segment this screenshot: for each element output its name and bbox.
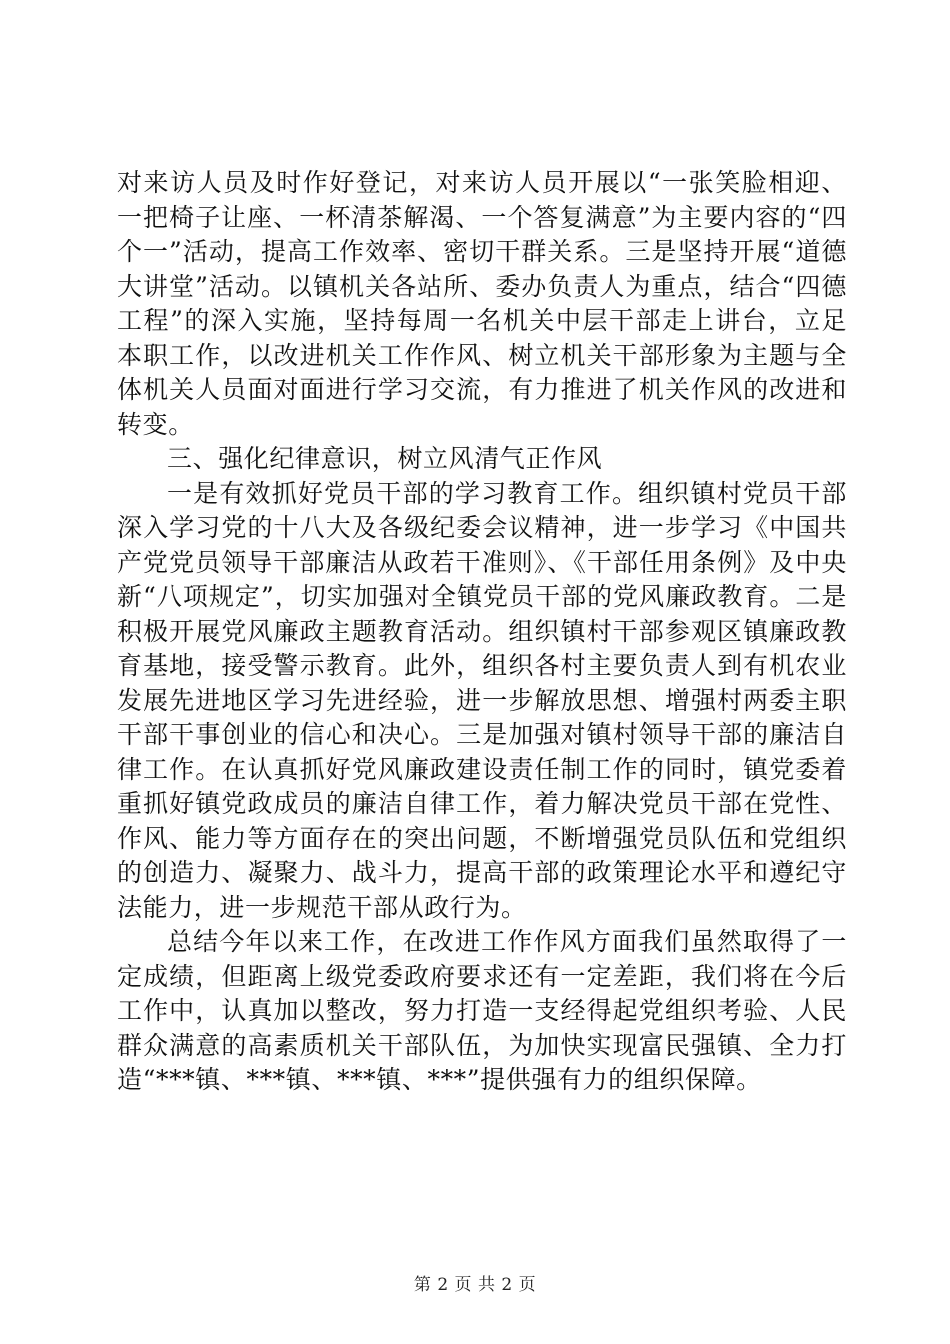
section-heading: 三、强化纪律意识，树立风清气正作风 xyxy=(167,444,603,473)
paragraph-discipline: 一是有效抓好党员干部的学习教育工作。组织镇村党员干部深入学习党的十八大及各级纪委会议精神，进一步学习《中国共产党党员领导干部廉洁从政若干准则》、《干部任用条例》及中央新“八项规定”，切实加强对全镇党员干部的党风廉政教育。二是积极开展党风廉政主题教育活动。组织镇村干部参观区镇廉政教育基地，接受警示教育。此外，组织各村主要负责人到有机农业发展先进地区学习先进经验，进一步解放思想、增强村两委主职干部干事创业的信心和决心。三是加强对镇村领导干部的廉洁自律工作。在认真抓好党风廉政建设责任制工作的同时，镇党委着重抓好镇党政成员的廉洁自律工作，着力解决党员干部在党性、作风、能力等方面存在的突出问题，不断增强党员队伍和党组织的创造力、凝聚力、战斗力，提高干部的政策理论水平和遵纪守法能力，进一步规范干部从政行为。 xyxy=(117,478,847,922)
paragraph-summary: 总结今年以来工作，在改进工作作风方面我们虽然取得了一定成绩，但距离上级党委政府要求还有一定差距，我们将在今后工作中，认真加以整改，努力打造一支经得起党组织考验、人民群众满意的高素质机关干部队伍，为加快实现富民强镇、全力打造“***镇、***镇、***镇、***”提供强有力的组织保障。 xyxy=(117,927,847,1094)
paragraph-continuation: 对来访人员及时作好登记，对来访人员开展以“一张笑脸相迎、一把椅子让座、一杯清茶解渴、一个答复满意”为主要内容的“四个一”活动，提高工作效率、密切干群关系。三是坚持开展“道德大讲堂”活动。以镇机关各站所、委办负责人为重点，结合“四德工程”的深入实施，坚持每周一名机关中层干部走上讲台，立足本职工作，以改进机关工作作风、树立机关干部形象为主题与全体机关人员面对面进行学习交流，有力推进了机关作风的改进和转变。 xyxy=(117,168,847,439)
page-footer: 第 2 页 共 2 页 xyxy=(413,1275,537,1295)
document-body xyxy=(117,166,847,1098)
